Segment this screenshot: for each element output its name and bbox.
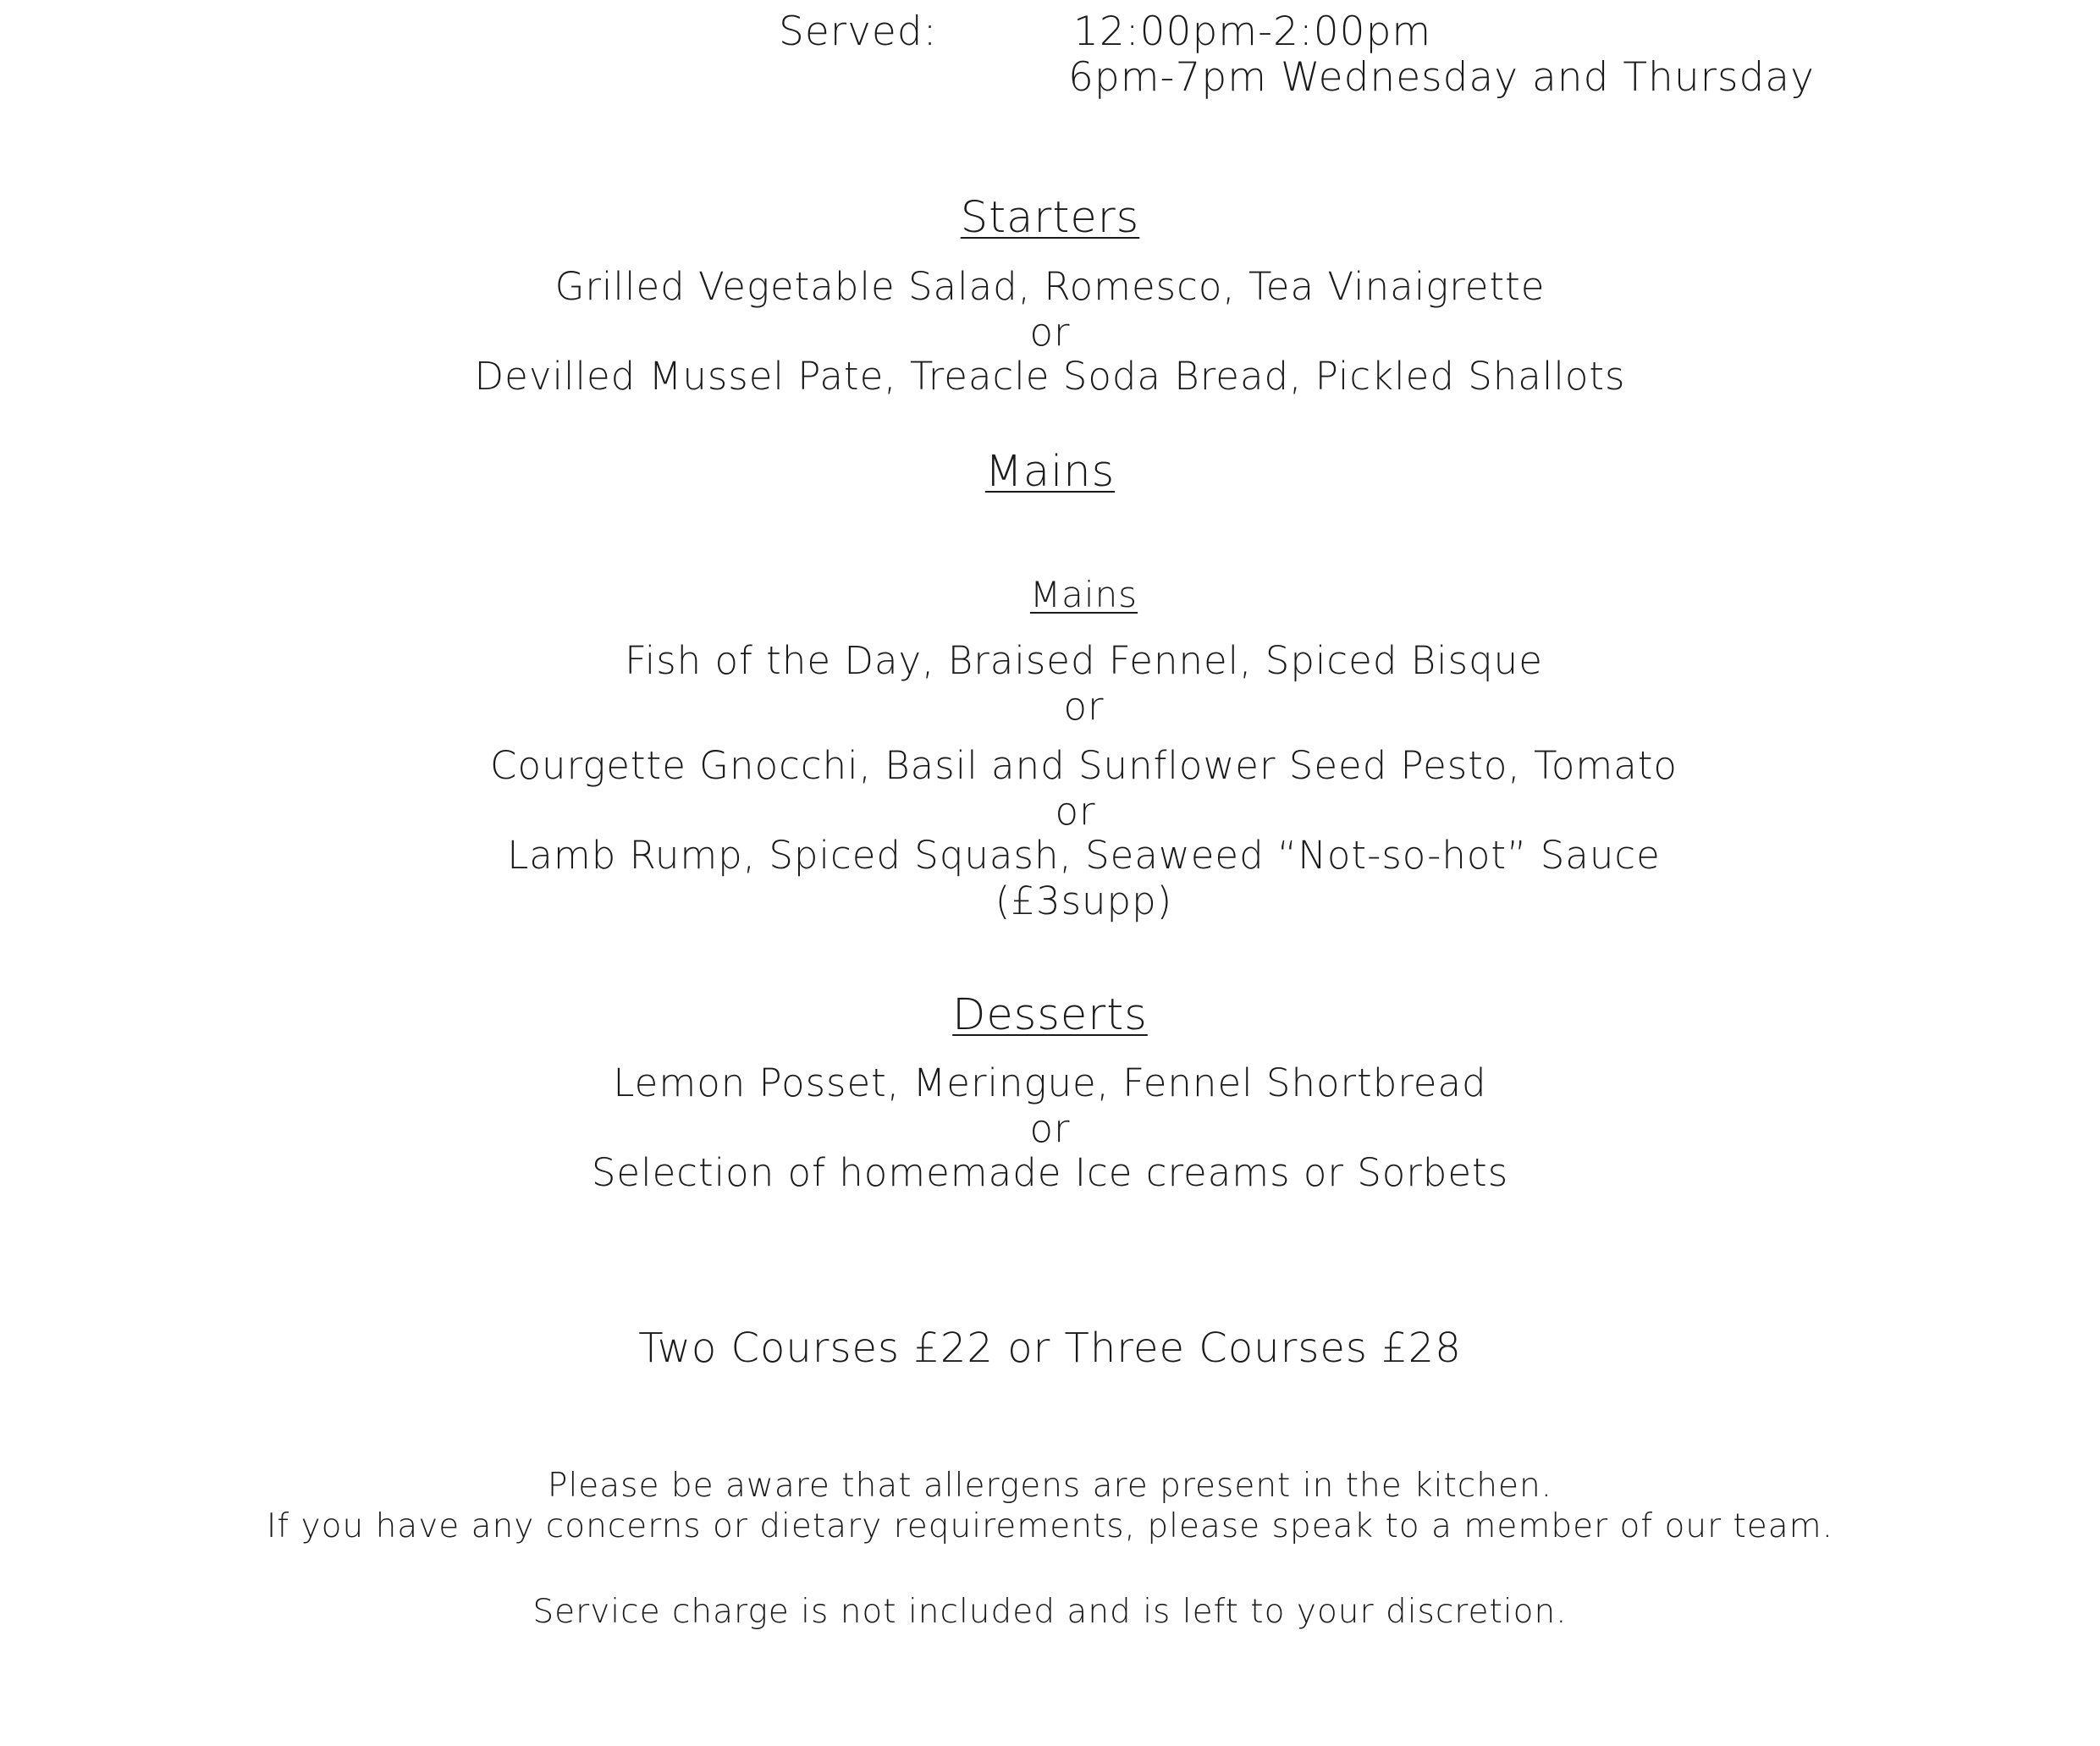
service-charge-note: Service charge is not included and is left to your discretion. bbox=[532, 1593, 1568, 1631]
mains-subheading: Mains bbox=[1029, 574, 1138, 615]
starter-item-1: Grilled Vegetable Salad, Romesco, Tea Vinaigrette bbox=[554, 264, 1546, 309]
main-or-2: or bbox=[1055, 789, 1096, 834]
allergen-note-1: Please be aware that allergens are present in the kitchen. bbox=[547, 1467, 1553, 1505]
starter-item-2: Devilled Mussel Pate, Treacle Soda Bread, Pickled Shallots bbox=[474, 354, 1626, 399]
desserts-heading: Desserts bbox=[952, 990, 1148, 1040]
served-time-evening: 6pm-7pm Wednesday and Thursday bbox=[1068, 54, 1815, 101]
dessert-item-1: Lemon Posset, Meringue, Fennel Shortbread bbox=[613, 1060, 1487, 1105]
dessert-item-2: Selection of homemade Ice creams or Sorbets bbox=[591, 1150, 1509, 1195]
mains-heading-large: Mains bbox=[984, 447, 1116, 497]
allergen-note-2: If you have any concerns or dietary requirements, please speak to a member of our team. bbox=[266, 1507, 1834, 1545]
starter-or: or bbox=[1029, 310, 1071, 355]
main-item-1: Fish of the Day, Braised Fennel, Spiced Bisque bbox=[625, 638, 1543, 683]
main-item-3-supplement: (£3supp) bbox=[995, 879, 1173, 923]
main-item-2: Courgette Gnocchi, Basil and Sunflower Seed Pesto, Tomato bbox=[490, 743, 1678, 788]
served-label: Served: bbox=[779, 8, 938, 55]
pricing: Two Courses £22 or Three Courses £28 bbox=[638, 1325, 1462, 1372]
main-item-3: Lamb Rump, Spiced Squash, Seaweed “Not-so-hot” Sauce bbox=[507, 833, 1661, 878]
dessert-or: or bbox=[1029, 1106, 1071, 1151]
served-time-lunch: 12:00pm-2:00pm bbox=[1073, 8, 1432, 55]
starters-heading: Starters bbox=[960, 193, 1140, 243]
main-or-1: or bbox=[1063, 684, 1105, 729]
